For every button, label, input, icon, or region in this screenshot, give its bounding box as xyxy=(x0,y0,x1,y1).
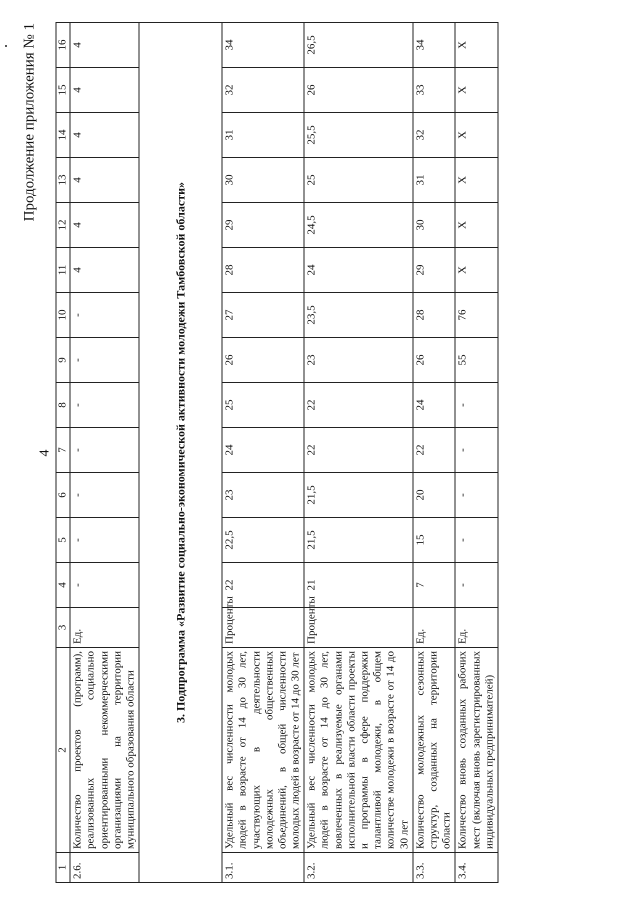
value-cell: - xyxy=(455,427,498,472)
column-number: 4 xyxy=(56,562,70,607)
column-number: 7 xyxy=(56,427,70,472)
value-cell: 4 xyxy=(70,202,139,247)
column-number: 5 xyxy=(56,517,70,562)
unit-cell: Проценты xyxy=(304,607,413,647)
value-cell: - xyxy=(455,562,498,607)
column-number: 6 xyxy=(56,472,70,517)
value-cell: - xyxy=(70,427,139,472)
value-cell: 30 xyxy=(413,202,456,247)
unit-cell: Ед. xyxy=(70,607,139,647)
rotated-page xyxy=(18,23,623,883)
value-cell: 22 xyxy=(304,427,413,472)
value-cell: 24 xyxy=(222,427,304,472)
value-cell: 28 xyxy=(413,292,456,337)
value-cell: Х xyxy=(455,22,498,67)
table-row xyxy=(70,22,139,882)
value-cell: 29 xyxy=(222,202,304,247)
value-cell: 22 xyxy=(222,562,304,607)
indicator-description: Удельный вес численности молодых людей в возрасте от 14 до 30 лет, участвующих в деятельности молодежных общественных объединений, в общей численности молодых людей в возрасте от 14 до 30 лет xyxy=(222,647,304,852)
value-cell: Х xyxy=(455,202,498,247)
value-cell: - xyxy=(70,517,139,562)
column-number: 15 xyxy=(56,67,70,112)
value-cell: - xyxy=(70,292,139,337)
value-cell: 20 xyxy=(413,472,456,517)
unit-cell: Ед. xyxy=(413,607,456,647)
unit-cell: Проценты xyxy=(222,607,304,647)
value-cell: 21 xyxy=(304,562,413,607)
column-number: 2 xyxy=(56,647,70,852)
speck xyxy=(5,45,7,47)
value-cell: 34 xyxy=(222,22,304,67)
unit-cell: Ед. xyxy=(455,607,498,647)
value-cell: 4 xyxy=(70,22,139,67)
value-cell: 31 xyxy=(413,157,456,202)
value-cell: 15 xyxy=(413,517,456,562)
value-cell: 24 xyxy=(304,247,413,292)
indicator-description: Количество вновь созданных рабочих мест (включая вновь зарегистрированных индивидуальных предпринимателей) xyxy=(455,647,498,852)
value-cell: - xyxy=(70,337,139,382)
value-cell: 76 xyxy=(455,292,498,337)
page-number: 4 xyxy=(37,449,53,456)
table-body xyxy=(70,22,498,882)
column-number: 13 xyxy=(56,157,70,202)
value-cell: 26 xyxy=(413,337,456,382)
value-cell: 55 xyxy=(455,337,498,382)
value-cell: - xyxy=(455,382,498,427)
indicator-description: Количество молодежных сезонных структур, созданных на территории области xyxy=(413,647,456,852)
value-cell: 25 xyxy=(222,382,304,427)
indicator-description: Количество проектов (программ), реализованных социально ориентированными некоммерческими организациями на территории муниципального образования области xyxy=(70,647,139,852)
value-cell: 32 xyxy=(413,112,456,157)
indicator-description: Удельный вес численности молодых людей в возрасте от 14 до 30 лет, вовлеченных в реализуемые органами исполнительной власти области проекты и программы в сфере поддержки талантливой молодежи, в общем количестве молодежи в возрасте от 14 до 30 лет xyxy=(304,647,413,852)
table-row xyxy=(413,22,456,882)
value-cell: 28 xyxy=(222,247,304,292)
column-number: 8 xyxy=(56,382,70,427)
row-number: 3.1. xyxy=(222,852,304,882)
value-cell: 7 xyxy=(413,562,456,607)
value-cell: Х xyxy=(455,247,498,292)
value-cell: 26,5 xyxy=(304,22,413,67)
value-cell: 27 xyxy=(222,292,304,337)
value-cell: 4 xyxy=(70,67,139,112)
value-cell: 22,5 xyxy=(222,517,304,562)
value-cell: 24,5 xyxy=(304,202,413,247)
subprogram-title: 3. Подпрограмма «Развитие социально-экономической активности молодежи Тамбовской области» xyxy=(139,22,222,882)
value-cell: - xyxy=(455,517,498,562)
value-cell: 34 xyxy=(413,22,456,67)
row-number: 3.2. xyxy=(304,852,413,882)
subprogram-row xyxy=(139,22,222,882)
row-number: 3.4. xyxy=(455,852,498,882)
value-cell: 29 xyxy=(413,247,456,292)
column-number: 14 xyxy=(56,112,70,157)
value-cell: 24 xyxy=(413,382,456,427)
value-cell: 22 xyxy=(304,382,413,427)
row-number: 3.3. xyxy=(413,852,456,882)
value-cell: 23 xyxy=(222,472,304,517)
column-number: 16 xyxy=(56,22,70,67)
column-number: 10 xyxy=(56,292,70,337)
value-cell: 30 xyxy=(222,157,304,202)
value-cell: 25,5 xyxy=(304,112,413,157)
column-number: 11 xyxy=(56,247,70,292)
value-cell: Х xyxy=(455,112,498,157)
column-number: 12 xyxy=(56,202,70,247)
value-cell: 25 xyxy=(304,157,413,202)
value-cell: 33 xyxy=(413,67,456,112)
value-cell: - xyxy=(455,472,498,517)
table-row xyxy=(222,22,304,882)
value-cell: 22 xyxy=(413,427,456,472)
column-number: 3 xyxy=(56,607,70,647)
value-cell: 31 xyxy=(222,112,304,157)
value-cell: 21,5 xyxy=(304,472,413,517)
indicators-table xyxy=(56,22,499,883)
value-cell: Х xyxy=(455,67,498,112)
value-cell: 4 xyxy=(70,157,139,202)
value-cell: 32 xyxy=(222,67,304,112)
appendix-header: Продолжение приложения № 1 xyxy=(21,22,38,221)
value-cell: 21,5 xyxy=(304,517,413,562)
value-cell: - xyxy=(70,382,139,427)
value-cell: 23 xyxy=(304,337,413,382)
row-number: 2.6. xyxy=(70,852,139,882)
value-cell: 23,5 xyxy=(304,292,413,337)
value-cell: 4 xyxy=(70,247,139,292)
table-row xyxy=(304,22,413,882)
column-number: 9 xyxy=(56,337,70,382)
value-cell: Х xyxy=(455,157,498,202)
value-cell: 26 xyxy=(304,67,413,112)
column-number: 1 xyxy=(56,852,70,882)
value-cell: 4 xyxy=(70,112,139,157)
value-cell: - xyxy=(70,562,139,607)
table-row xyxy=(455,22,498,882)
value-cell: 26 xyxy=(222,337,304,382)
value-cell: - xyxy=(70,472,139,517)
column-number-row xyxy=(56,22,70,882)
